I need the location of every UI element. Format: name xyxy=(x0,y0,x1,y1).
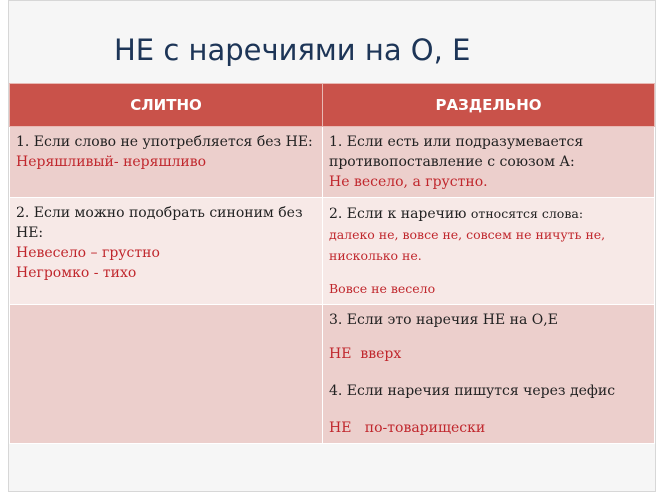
table-cell xyxy=(323,127,655,198)
table-cell xyxy=(10,305,323,444)
rule-text: 2. Если можно подобрать синоним без НЕ: xyxy=(16,205,303,241)
table-row xyxy=(10,127,655,198)
table-header-row xyxy=(10,84,655,127)
example-text: Не весело, а грустно. xyxy=(329,174,488,190)
header-razdelno: РАЗДЕЛЬНО xyxy=(323,84,655,127)
rule-text-small: относятся слова: xyxy=(470,206,584,221)
example-text: Вовсе не весело xyxy=(329,281,436,296)
rule-text: 4. Если наречия пишутся через дефис xyxy=(329,383,616,399)
slide xyxy=(8,0,656,492)
example-text: НЕ по-товарищески xyxy=(329,420,486,436)
table-cell xyxy=(10,198,323,305)
table-cell xyxy=(323,305,655,444)
table-cell xyxy=(323,198,655,305)
table-cell xyxy=(10,127,323,198)
example-text: далеко не, вовсе не, совсем не ничуть не, нисколько не. xyxy=(329,227,606,263)
page-title: НЕ с наречиями на О, Е xyxy=(114,33,471,67)
rule-text: 2. Если к наречию xyxy=(329,206,471,222)
example-text: НЕ вверх xyxy=(329,346,402,362)
example-text: Негромко - тихо xyxy=(16,265,137,281)
rule-text: 1. Если слово не употребляется без НЕ: xyxy=(16,134,313,150)
rules-table xyxy=(9,83,655,444)
rule-text: 1. Если есть или подразумевается противопоставление с союзом А: xyxy=(329,134,584,170)
example-text: Неряшливый- неряшливо xyxy=(16,154,207,170)
rule-text: 3. Если это наречия НЕ на О,Е xyxy=(329,312,558,328)
header-slitno: СЛИТНО xyxy=(10,84,323,127)
table-row xyxy=(10,305,655,444)
example-text: Невесело – грустно xyxy=(16,245,160,261)
table-row xyxy=(10,198,655,305)
